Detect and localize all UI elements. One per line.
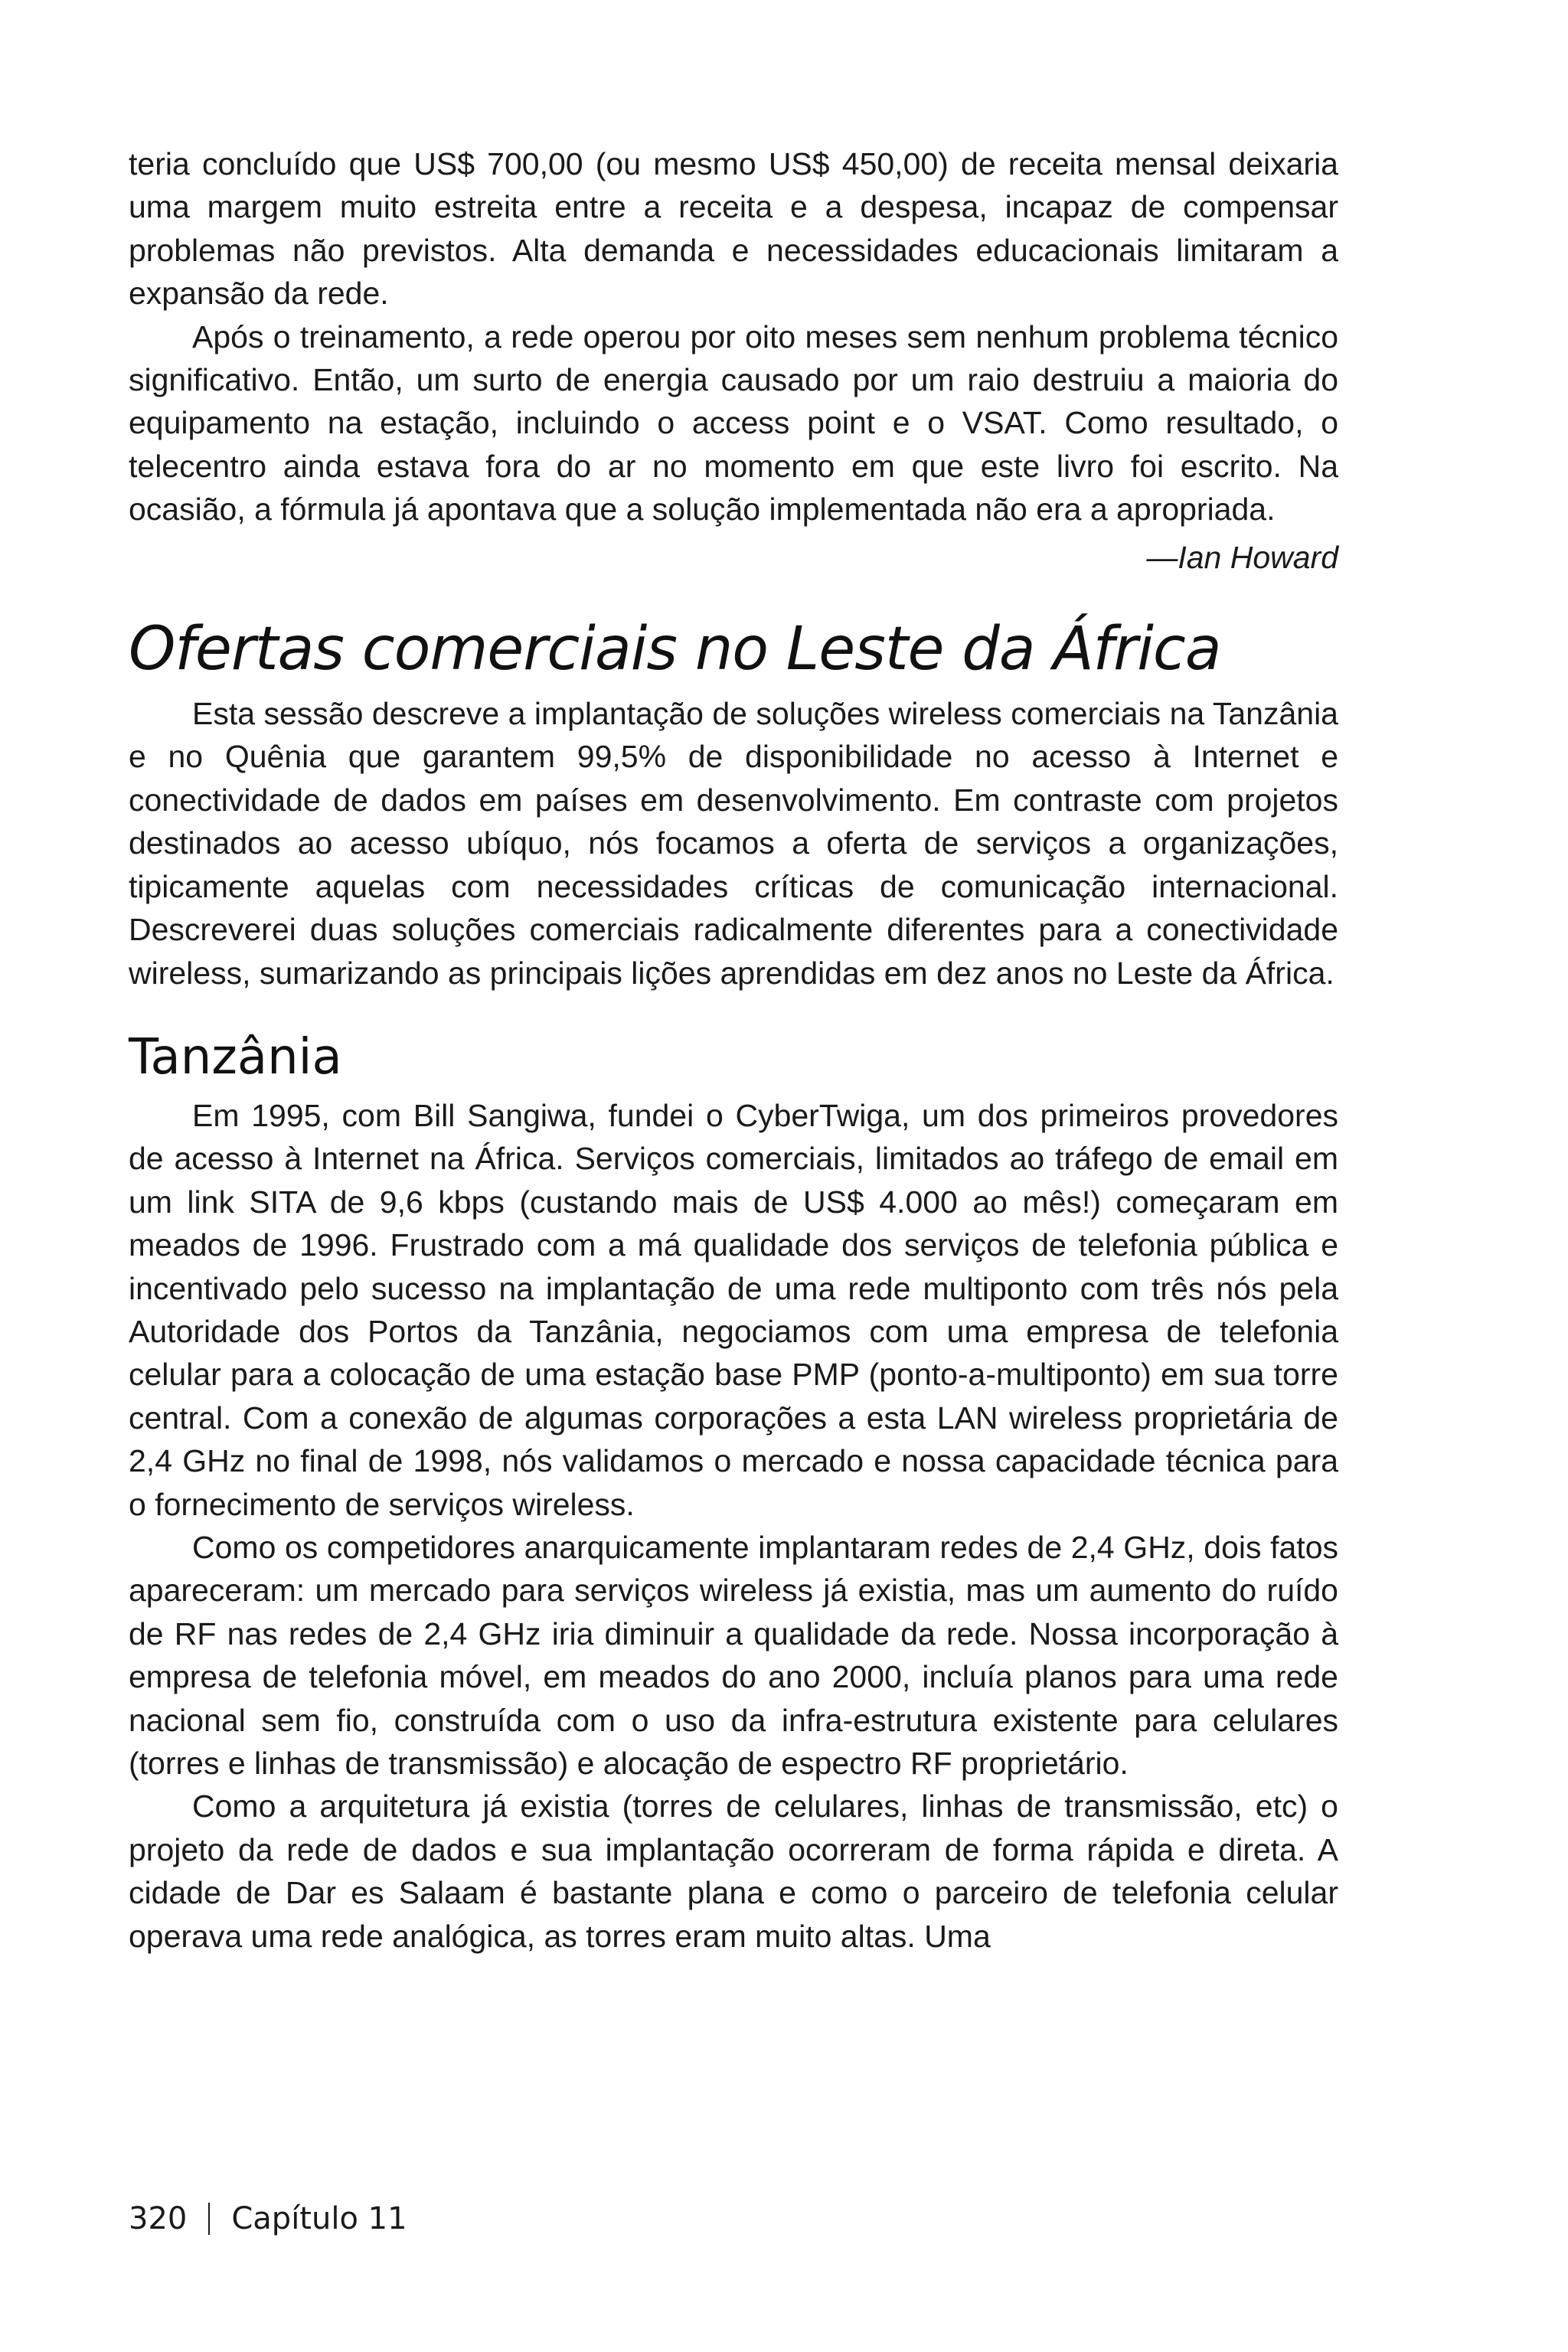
section-heading: Ofertas comerciais no Leste da África bbox=[129, 615, 1221, 684]
footer-divider bbox=[208, 2203, 210, 2235]
subsection-heading: Tanzânia bbox=[129, 1028, 342, 1086]
continuation-paragraph-2: Após o treinamento, a rede operou por oito meses sem nenhum problema técnico significativo. Então, um surto de energia causado por um raio destruiu a maioria do equipamento na estação, incluindo o access point e o VSAT. Como resultado, o telecentro ainda estava fora do ar no momento em que este livro foi escrito. Na ocasião, a fórmula já apontava que a solução implementada não era a apropriada. bbox=[129, 318, 1338, 528]
subsection-paragraph-1: Em 1995, com Bill Sangiwa, fundei o CyberTwiga, um dos primeiros provedores de acesso à Internet na África. Serviços comerciais, limitados ao tráfego de email em um link SITA de 9,6 kbps (custando mais de US$ 4.000 ao mês!) começaram em meados de 1996. Frustrado com a má qualidade dos serviços de telefonia pública e incentivado pelo sucesso na implantação de uma rede multiponto com três nós pela Autoridade dos Portos da Tanzânia, negociamos com uma empresa de telefonia celular para a colocação de uma estação base PMP (ponto-a-multiponto) em sua torre central. Com a conexão de algumas corporações a esta LAN wireless proprietária de 2,4 GHz no final de 1998, nós validamos o mercado e nossa capacidade técnica para o fornecimento de serviços wireless. bbox=[129, 1097, 1338, 1522]
subsection-paragraph-2: Como os competidores anarquicamente implantaram redes de 2,4 GHz, dois fatos apareceram: um mercado para serviços wireless já existia, mas um aumento do ruído de RF nas redes de 2,4 GHz iria diminuir a qualidade da rede. Nossa incorporação à empresa de telefonia móvel, em meados do ano 2000, incluía planos para uma rede nacional sem fio, construída com o uso da infra-estrutura existente para celulares (torres e linhas de transmissão) e alocação de espectro RF proprietário. bbox=[129, 1529, 1338, 1781]
page-footer bbox=[129, 2200, 407, 2237]
section-paragraph-1: Esta sessão descreve a implantação de soluções wireless comerciais na Tanzânia e no Quênia que garantem 99,5% de disponibilidade no acesso à Internet e conectividade de dados em países em desenvolvimento. Em contraste com projetos destinados ao acesso ubíquo, nós focamos a oferta de serviços a organizações, tipicamente aquelas com necessidades críticas de comunicação internacional. Descreverei duas soluções comerciais radicalmente diferentes para a conectividade wireless, sumarizando as principais lições aprendidas em dez anos no Leste da África. bbox=[129, 696, 1338, 991]
author-signature: —Ian Howard bbox=[1146, 539, 1338, 575]
subsection-paragraph-3: Como a arquitetura já existia (torres de celulares, linhas de transmissão, etc) o projeto da rede de dados e sua implantação ocorreram de forma rápida e direta. A cidade de Dar es Salaam é bastante plana e como o parceiro de telefonia celular operava uma rede analógica, as torres eram muito altas. Uma bbox=[129, 1788, 1338, 1954]
page-number: 320 bbox=[129, 2201, 188, 2236]
page-body bbox=[129, 142, 1338, 1958]
continuation-paragraph-1: teria concluído que US$ 700,00 (ou mesmo US$ 450,00) de receita mensal deixaria uma margem muito estreita entre a receita e a despesa, incapaz de compensar problemas não previstos. Alta demanda e necessidades educacionais limitaram a expansão da rede. bbox=[129, 146, 1338, 312]
chapter-label: Capítulo 11 bbox=[231, 2201, 407, 2236]
